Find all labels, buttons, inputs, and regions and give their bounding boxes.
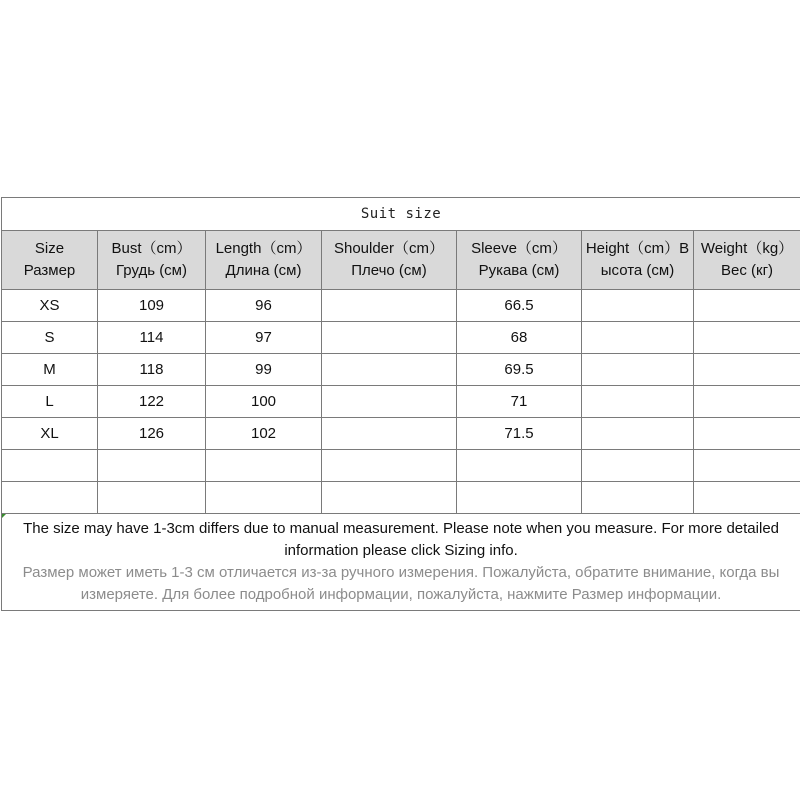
column-header-ru: ысота (см) [600,262,675,279]
table-cell: 122 [98,386,206,418]
table-row [2,418,800,450]
table-cell [2,482,98,514]
table-cell [694,450,800,482]
table-cell [322,290,457,322]
table-cell [582,450,694,482]
note-row [2,514,800,611]
table-cell [694,386,800,418]
table-cell: 102 [206,418,322,450]
table-cell: L [2,386,98,418]
header-row [2,231,800,290]
column-header-height [582,231,694,290]
table-cell: 118 [98,354,206,386]
column-header-shoulder [322,231,457,290]
table-cell: XL [2,418,98,450]
table-row [2,450,800,482]
table-cell [206,450,322,482]
table-cell [322,354,457,386]
table-cell: 99 [206,354,322,386]
column-header-en: Shoulder（cm） [333,240,445,257]
table-cell [457,450,582,482]
table-row [2,322,800,354]
table-row [2,290,800,322]
table-cell: 71 [457,386,582,418]
measurement-note [2,514,800,611]
column-header-ru: Рукава (см) [478,262,560,279]
table-row [2,482,800,514]
column-header-ru: Плечо (см) [351,262,427,279]
table-cell: 96 [206,290,322,322]
table-cell [582,354,694,386]
column-header-ru: Грудь (см) [116,262,187,279]
table-cell: 109 [98,290,206,322]
table-cell: S [2,322,98,354]
table-cell [322,450,457,482]
column-header-en: Height（cm）В [585,240,690,257]
title-row [2,198,800,231]
table-cell [582,386,694,418]
table-cell: 100 [206,386,322,418]
column-header-sleeve [457,231,582,290]
table-cell [694,290,800,322]
table-cell [322,386,457,418]
table-cell: 97 [206,322,322,354]
column-header-en: Weight（kg） [700,240,794,257]
table-cell [582,482,694,514]
table-cell [2,450,98,482]
table-cell [322,418,457,450]
table-cell: 66.5 [457,290,582,322]
column-header-en: Sleeve（cm） [471,240,567,257]
table-cell: 114 [98,322,206,354]
table-cell [582,322,694,354]
table-cell [694,322,800,354]
size-chart-table [1,197,800,611]
table-cell [322,322,457,354]
chart-title: Suit size [2,198,800,231]
table-cell [694,482,800,514]
column-header-bust [98,231,206,290]
column-header-ru: Вес (кг) [721,262,774,279]
table-cell: M [2,354,98,386]
column-header-en: Bust（cm） [111,240,192,257]
column-header-en: Length（cm） [215,240,312,257]
table-cell [457,482,582,514]
note-russian: Размер может иметь 1-3 см отличается из-за ручного измерения. Пожалуйста, обратите внимание, когда вы измеряете. Для более подробной информации, пожалуйста, нажмите Размер информации. [22,564,780,603]
column-header-size [2,231,98,290]
table-cell [98,482,206,514]
table-cell [206,482,322,514]
table-row [2,386,800,418]
table-row [2,354,800,386]
corner-mark-icon [2,514,6,518]
table-cell [694,354,800,386]
column-header-ru: Длина (см) [225,262,302,279]
note-english: The size may have 1-3cm differs due to manual measurement. Please note when you measure. For more detailed information please click Sizing info. [23,520,780,559]
table-cell: 126 [98,418,206,450]
table-cell: 69.5 [457,354,582,386]
table-cell [98,450,206,482]
table-cell: XS [2,290,98,322]
table-cell: 71.5 [457,418,582,450]
table-cell [322,482,457,514]
column-header-ru: Размер [23,262,76,279]
table-cell [694,418,800,450]
column-header-en: Size [34,240,65,257]
table-cell [582,418,694,450]
table-cell [582,290,694,322]
column-header-length [206,231,322,290]
column-header-weight [694,231,800,290]
table-cell: 68 [457,322,582,354]
